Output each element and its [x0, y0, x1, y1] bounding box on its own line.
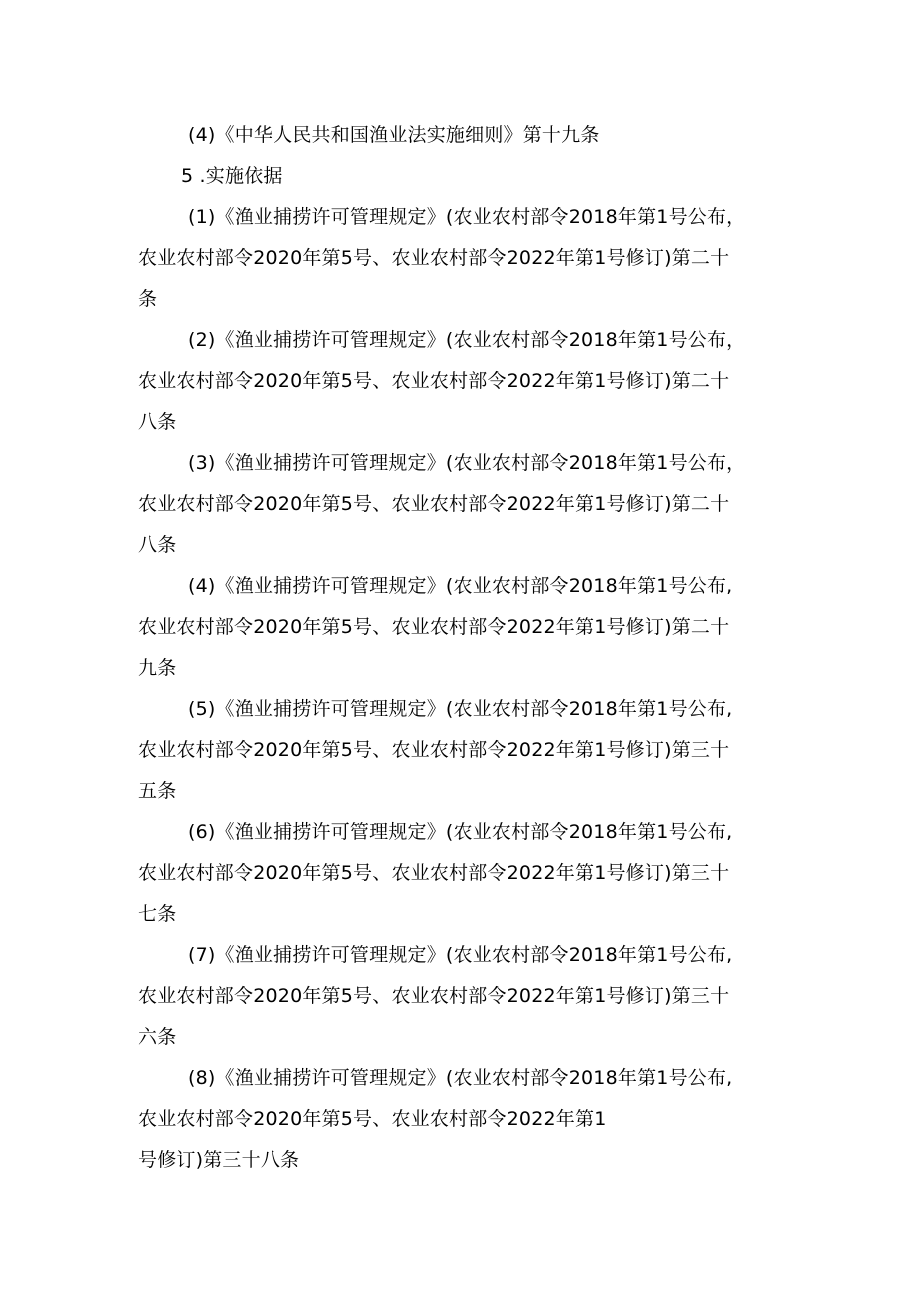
clause-line: (4)《渔业捕捞许可管理规定》(农业农村部令2018年第1号公布, [188, 575, 733, 597]
clause-line: 五条 [138, 780, 177, 802]
clause-line: (1)《渔业捕捞许可管理规定》(农业农村部令2018年第1号公布， [188, 206, 746, 228]
clause-line: 八条 [138, 411, 177, 433]
clause-line: 农业农村部令2020年第5号、农业农村部令2022年第1 [138, 1108, 607, 1130]
clause-line: 农业农村部令2020年第5号、农业农村部令2022年第1号修订)第三十 [138, 862, 730, 884]
clause-line: (5)《渔业捕捞许可管理规定》(农业农村部令2018年第1号公布, [188, 698, 733, 720]
clause-line: 六条 [138, 1026, 177, 1048]
clause-line: (3)《渔业捕捞许可管理规定》(农业农村部令2018年第1号公布， [188, 452, 746, 474]
clause-line: 八条 [138, 534, 177, 556]
clause-line: (6)《渔业捕捞许可管理规定》(农业农村部令2018年第1号公布, [188, 821, 733, 843]
clause-line: (8)《渔业捕捞许可管理规定》(农业农村部令2018年第1号公布, [188, 1067, 733, 1089]
clause-line: 条 [138, 288, 158, 310]
clause-line: 七条 [138, 903, 177, 925]
clause-line: 农业农村部令2020年第5号、农业农村部令2022年第1号修订)第三十 [138, 985, 730, 1007]
clause-line: 号修订)第三十八条 [138, 1149, 300, 1171]
document-body [138, 115, 798, 1181]
clause-line: 农业农村部令2020年第5号、农业农村部令2022年第1号修订)第二十 [138, 616, 730, 638]
section-heading: 5 .实施依据 [181, 165, 283, 187]
clause-line: 农业农村部令2020年第5号、农业农村部令2022年第1号修订)第三十 [138, 739, 730, 761]
clause-line: (2)《渔业捕捞许可管理规定》(农业农村部令2018年第1号公布， [188, 329, 746, 351]
clause-line: (4)《中华人民共和国渔业法实施细则》第十九条 [188, 124, 600, 146]
clause-line: 农业农村部令2020年第5号、农业农村部令2022年第1号修订)第二十 [138, 370, 730, 392]
clause-line: 九条 [138, 657, 177, 679]
clause-line: (7)《渔业捕捞许可管理规定》(农业农村部令2018年第1号公布, [188, 944, 733, 966]
clause-line: 农业农村部令2020年第5号、农业农村部令2022年第1号修订)第二十 [138, 493, 730, 515]
clause-line: 农业农村部令2020年第5号、农业农村部令2022年第1号修订)第二十 [138, 247, 730, 269]
